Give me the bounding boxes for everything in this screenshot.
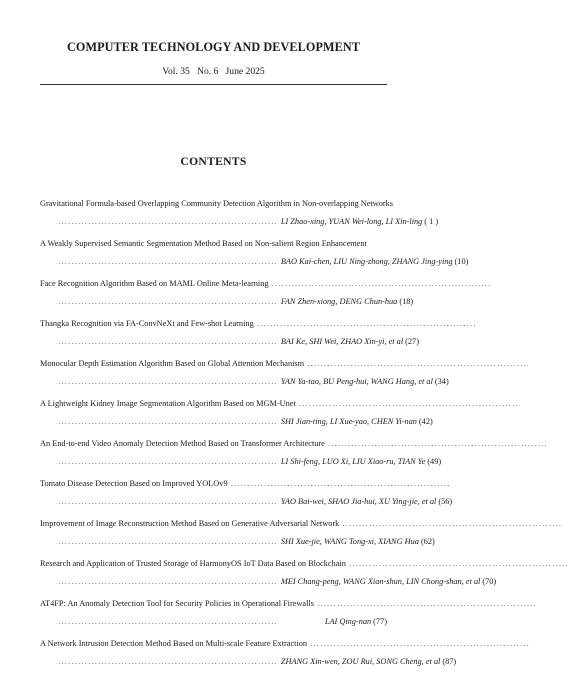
toc-entry-author-line (40, 373, 449, 391)
table-of-contents (40, 195, 569, 675)
toc-entry-author-line (40, 213, 439, 231)
article-title: Improvement of Image Reconstruction Method Based on Generative Adversarial Network (40, 519, 340, 528)
toc-entry-author-line (40, 253, 469, 271)
article-authors: LI Shi-feng, LUO Xi, LIU Xiao-ru, TIAN Ye (280, 457, 426, 466)
leader-dots: ·································································· (307, 362, 527, 370)
page-number: (87) (442, 657, 457, 666)
page-number: (42) (418, 417, 433, 426)
toc-entry-author-line (40, 573, 497, 591)
leader-dots: ·································································· (298, 402, 519, 410)
article-authors: LAI Qing-nan (324, 617, 372, 626)
leader-dots: ·································································· (58, 460, 278, 468)
leader-dots: ·································································· (310, 642, 530, 650)
article-authors: SHI Xue-jie, WANG Tong-xi, XIANG Hua (280, 537, 419, 546)
article-title: AT4FP: An Anomaly Detection Tool for Security Policies in Operational Firewalls (40, 599, 314, 608)
article-title: Gravitational Formula-based Overlapping Community Detection Algorithm in Non-overlapping Networks (40, 199, 394, 208)
toc-entry (40, 595, 537, 635)
toc-entry-title-line (40, 555, 569, 573)
leader-dots: ·································································· (230, 482, 451, 490)
leader-dots: ·································································· (58, 580, 278, 588)
toc-entry (40, 515, 563, 555)
toc-entry-author-line (40, 453, 442, 471)
article-title: A Network Intrusion Detection Method Based on Multi-scale Feature Extraction (40, 639, 308, 648)
article-title: Research and Application of Trusted Storage of HarmonyOS IoT Data Based on Blockchain (40, 559, 346, 568)
page-number: (10) (454, 257, 469, 266)
article-authors: BAO Kai-chen, LIU Ning-zhong, ZHANG Jing-ying (280, 257, 453, 266)
toc-entry (40, 315, 477, 355)
leader-dots: ·································································· (327, 442, 548, 450)
issue-date: June 2025 (225, 66, 265, 77)
page-number: (18) (399, 297, 414, 306)
toc-entry (40, 555, 569, 595)
article-title: Monocular Depth Estimation Algorithm Based on Global Attention Mechanism (40, 359, 305, 368)
toc-entry-title-line (40, 395, 519, 413)
page-number: (49) (427, 457, 442, 466)
article-authors: MEI Chang-peng, WANG Xian-shun, LIN Chong-shan, et al (280, 577, 481, 586)
article-title: A Weakly Supervised Semantic Segmentation Method Based on Non-salient Region Enhancement (40, 239, 367, 248)
toc-entry (40, 635, 530, 675)
leader-dots: ·································································· (58, 300, 278, 308)
toc-entry-author-line (40, 533, 435, 551)
toc-entry-author-line (40, 653, 457, 671)
leader-dots: ·································································· (58, 620, 278, 628)
toc-entry (40, 355, 527, 395)
toc-entry-title-line (40, 435, 548, 453)
toc-entry-title-line (40, 515, 563, 533)
toc-entry (40, 395, 519, 435)
article-authors: BAI Ke, SHI Wei, ZHAO Xin-yi, et al (280, 337, 404, 346)
page-number: (27) (405, 337, 419, 346)
article-authors: SHI Jian-ting, LI Xue-yao, CHEN Yi-nan (280, 417, 417, 426)
article-title: An End-to-end Video Anomaly Detection Method Based on Transformer Architecture (40, 439, 325, 448)
leader-dots: ·································································· (342, 522, 563, 530)
article-authors: YAN Ya-tao, BU Peng-hui, WANG Hang, et al (280, 377, 433, 386)
page-number: ( 1 ) (424, 217, 439, 226)
leader-dots: ·································································· (58, 260, 278, 268)
article-title: Thangka Recognition via FA-ConvNeXt and Few-shot Learning (40, 319, 254, 328)
leader-dots: ·································································· (316, 602, 537, 610)
article-title: Tomato Disease Detection Based on Improved YOLOv9 (40, 479, 228, 488)
toc-entry-title-line (40, 595, 537, 613)
toc-entry (40, 475, 453, 515)
toc-entry-title-line (40, 275, 492, 293)
toc-entry-title-line (40, 315, 477, 333)
toc-entry (40, 275, 492, 315)
issue-line (0, 66, 427, 77)
toc-entry (40, 435, 548, 475)
toc-entry-author-line (40, 493, 453, 511)
leader-dots: ·································································· (256, 322, 477, 330)
toc-entry-author-line (40, 413, 433, 431)
header-rule (40, 84, 387, 85)
journal-title: COMPUTER TECHNOLOGY AND DEVELOPMENT (67, 40, 360, 54)
article-authors: LI Zhao-xing, YUAN Wei-long, LI Xin-ling (280, 217, 423, 226)
toc-entry-title-line (40, 635, 530, 653)
leader-dots: ·································································· (58, 660, 278, 668)
toc-entry-title-line (40, 475, 451, 493)
leader-dots: ·································································· (58, 500, 278, 508)
toc-entry-author-line (40, 333, 419, 351)
page-number: (62) (420, 537, 435, 546)
leader-dots: ·································································· (58, 220, 278, 228)
article-authors: FAN Zhen-xiong, DENG Chun-hua (280, 297, 398, 306)
article-title: Face Recognition Algorithm Based on MAML Online Meta-learning (40, 279, 269, 288)
leader-dots: ·································································· (348, 562, 569, 570)
toc-entry-title-line (40, 195, 394, 213)
contents-heading: CONTENTS (180, 155, 247, 168)
page-number: (77) (373, 617, 387, 626)
toc-entry (40, 195, 439, 235)
article-authors: ZHANG Xin-wen, ZOU Rui, SONG Cheng, et al (280, 657, 441, 666)
article-authors: YAO Bai-wei, SHAO Jia-hui, XU Ying-jie, et al (280, 497, 437, 506)
toc-entry (40, 235, 469, 275)
page-number: (56) (438, 497, 453, 506)
leader-dots: ·································································· (58, 420, 278, 428)
toc-entry-author-line (40, 293, 414, 311)
volume: Vol. 35 (162, 66, 190, 77)
leader-dots: ·································································· (271, 282, 492, 290)
toc-entry-author-line (40, 613, 387, 631)
leader-dots: ·································································· (58, 540, 278, 548)
issue-number: No. 6 (197, 66, 219, 77)
toc-entry-title-line (40, 235, 387, 253)
leader-dots: ·································································· (58, 380, 278, 388)
leader-dots: ·································································· (58, 340, 278, 348)
page-number: (70) (482, 577, 497, 586)
toc-entry-title-line (40, 355, 527, 373)
article-title: A Lightweight Kidney Image Segmentation Algorithm Based on MGM-Unet (40, 399, 296, 408)
page-number: (34) (434, 377, 449, 386)
